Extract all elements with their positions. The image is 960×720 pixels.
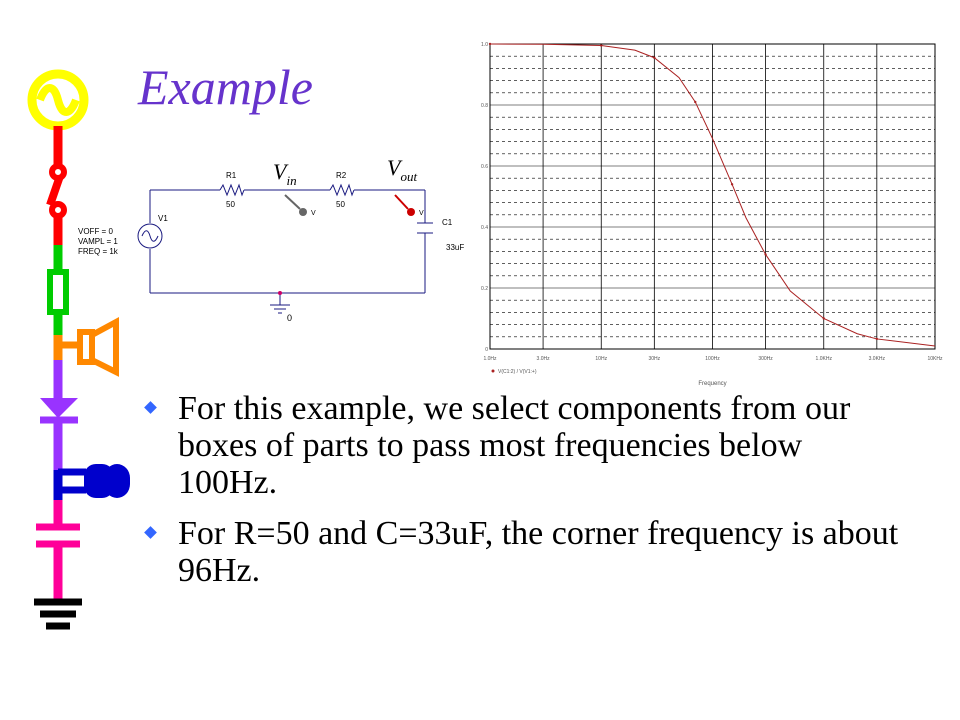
series-point bbox=[694, 101, 696, 103]
x-tick-label: 10Hz bbox=[595, 356, 608, 362]
vout-probe-label: V bbox=[419, 210, 424, 217]
x-tick-label: 100Hz bbox=[705, 356, 720, 362]
bullet-text: For this example, we select components from our boxes of parts to pass most frequencies below 100Hz. bbox=[178, 390, 851, 501]
bullet-item bbox=[140, 390, 900, 501]
x-tick-label: 10KHz bbox=[927, 356, 943, 362]
vout-label: $V_{out}$ bbox=[387, 155, 418, 184]
circuit-wires bbox=[150, 190, 425, 305]
series-point bbox=[823, 317, 825, 319]
diamond-bullet-icon bbox=[144, 401, 157, 414]
rc-circuit-schematic bbox=[78, 145, 470, 330]
switch-icon bbox=[50, 126, 64, 245]
bullet-text: For R=50 and C=33uF, the corner frequency is about 96Hz. bbox=[178, 515, 899, 589]
r2-name: R2 bbox=[336, 171, 347, 180]
x-tick-label: 3.0Hz bbox=[536, 356, 550, 362]
series-point bbox=[600, 44, 602, 46]
ac-source-icon bbox=[32, 74, 84, 126]
frequency-response-chart bbox=[478, 38, 943, 388]
x-tick-label: 300Hz bbox=[758, 356, 773, 362]
series-point bbox=[876, 338, 878, 340]
source-param: VOFF = 0 bbox=[78, 227, 113, 236]
vout-probe-icon bbox=[395, 195, 415, 216]
bullet-item bbox=[140, 515, 900, 589]
slide-title: Example bbox=[138, 59, 313, 115]
series-point bbox=[764, 253, 766, 255]
legend-label: V(C1:2) / V(V1:+) bbox=[498, 369, 537, 375]
x-axis-label: Frequency bbox=[698, 381, 727, 387]
diamond-bullet-icon bbox=[144, 526, 157, 539]
x-tick-label: 30Hz bbox=[648, 356, 661, 362]
capacitor-c1-symbol bbox=[417, 223, 433, 233]
y-tick-label: 0.2 bbox=[481, 286, 488, 292]
x-tick-label: 1.0KHz bbox=[815, 356, 832, 362]
series-point bbox=[731, 183, 733, 185]
r2-value: 50 bbox=[336, 200, 345, 209]
speaker-icon bbox=[58, 322, 116, 372]
y-tick-label: 1.0 bbox=[481, 42, 488, 48]
x-tick-label: 1.0Hz bbox=[483, 356, 497, 362]
legend-marker bbox=[492, 370, 495, 373]
r1-name: R1 bbox=[226, 171, 237, 180]
bullet-list bbox=[140, 390, 900, 603]
chart-grid bbox=[490, 44, 935, 349]
c1-name: C1 bbox=[442, 218, 453, 227]
circuit-symbol-sidebar bbox=[0, 0, 140, 720]
source-v1-symbol bbox=[138, 224, 162, 248]
vin-probe-label: V bbox=[311, 210, 316, 217]
resistor-r1-symbol bbox=[220, 185, 244, 195]
vin-label: $V_{in}$ bbox=[273, 159, 297, 188]
resistor-icon bbox=[50, 245, 66, 335]
source-name: V1 bbox=[158, 214, 168, 223]
source-param: FREQ = 1k bbox=[78, 247, 118, 256]
y-tick-label: 0.4 bbox=[481, 225, 488, 231]
ground-icon bbox=[34, 602, 82, 626]
resistor-r2-symbol bbox=[330, 185, 354, 195]
y-tick-label: 0.8 bbox=[481, 103, 488, 109]
vin-probe-icon bbox=[285, 195, 307, 216]
c1-value: 33uF bbox=[446, 243, 465, 252]
bulb-icon bbox=[58, 464, 130, 500]
y-tick-label: 0.6 bbox=[481, 164, 488, 170]
diode-icon bbox=[40, 360, 78, 470]
series-point bbox=[653, 57, 655, 59]
capacitor-icon bbox=[36, 500, 80, 600]
source-param: VAMPL = 1 bbox=[78, 237, 118, 246]
y-tick-label: 0 bbox=[485, 347, 488, 353]
ground-label: 0 bbox=[287, 313, 293, 323]
r1-value: 50 bbox=[226, 200, 235, 209]
x-tick-label: 3.0KHz bbox=[868, 356, 886, 362]
series-point bbox=[489, 43, 491, 45]
